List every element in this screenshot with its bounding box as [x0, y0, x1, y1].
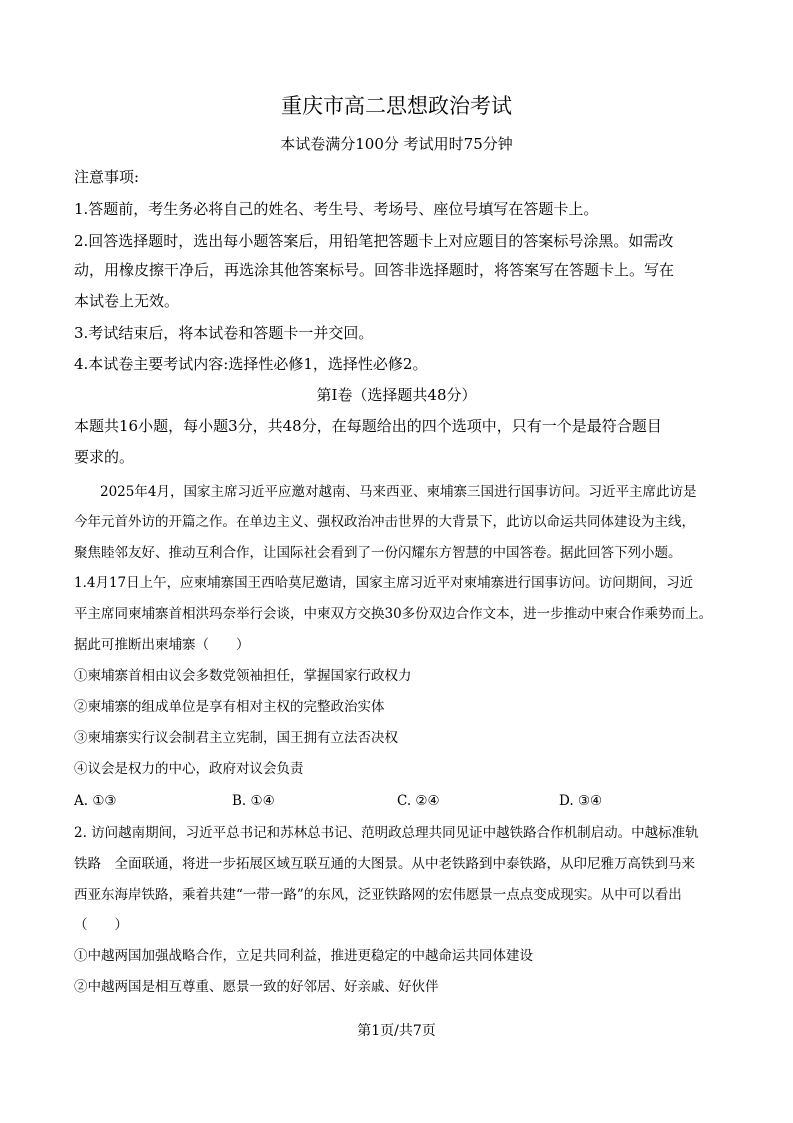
question2-stem: （ ）	[74, 917, 128, 933]
question1-stem: 据此可推断出柬埔寨（ ）	[74, 637, 250, 653]
material-line: 2025年4月，国家主席习近平应邀对越南、马来西亚、柬埔寨三国进行国事访问。习近平主席此访是	[100, 484, 697, 500]
material-line: 聚焦睦邻友好、推动互利合作，让国际社会看到了一份闪耀东方智慧的中国答卷。据此回答下列小题。	[74, 545, 682, 561]
question1-option-c: C. ②④	[397, 793, 440, 809]
question2-statement: ①中越两国加强战略合作，立足共同利益，推进更稳定的中越命运共同体建设	[74, 948, 533, 964]
exam-subtitle: 本试卷满分100分 考试用时75分钟	[280, 135, 513, 153]
question1-option-d: D. ③④	[559, 793, 603, 809]
question1-statement: ②柬埔寨的组成单位是享有相对主权的完整政治实体	[74, 699, 385, 715]
question2-stem: 西亚东海岸铁路，乘着共建“一带一路”的东风，泛亚铁路网的宏伟愿景一点点变成现实。从中可以看出	[74, 887, 682, 903]
notice-line: 2.回答选择题时，选出每小题答案后，用铅笔把答题卡上对应题目的答案标号涂黑。如需改	[74, 232, 674, 250]
section-instruction: 本题共16小题，每小题3分，共48分，在每题给出的四个选项中，只有一个是最符合题目	[74, 417, 662, 435]
question1-statement: ①柬埔寨首相由议会多数党领袖担任，掌握国家行政权力	[74, 668, 412, 684]
notice-line: 动，用橡皮擦干净后，再选涂其他答案标号。回答非选择题时，将答案写在答题卡上。写在	[74, 261, 675, 279]
question2-stem: 2. 访问越南期间，习近平总书记和苏林总书记、范明政总理共同见证中越铁路合作机制启动。中越标准轨	[74, 825, 699, 841]
question1-stem: 平主席同柬埔寨首相洪玛奈举行会谈，中柬双方交换30多份双边合作文本，进一步推动中柬合作乘势而上。	[74, 606, 713, 622]
notice-line: 3.考试结束后，将本试卷和答题卡一并交回。	[74, 324, 374, 342]
notice-line: 1.答题前，考生务必将自己的姓名、考生号、考场号、座位号填写在答题卡上。	[74, 200, 599, 218]
material-line: 今年元首外访的开篇之作。在单边主义、强权政治冲击世界的大背景下，此访以命运共同体建设为主线，	[74, 514, 695, 530]
notice-line: 本试卷上无效。	[74, 292, 180, 310]
section-title: 第Ⅰ卷（选择题共48分）	[316, 386, 477, 404]
section-instruction: 要求的。	[74, 448, 135, 466]
question1-option-b: B. ①④	[232, 793, 275, 809]
question1-statement: ④议会是权力的中心，政府对议会负责	[74, 761, 304, 777]
page-number: 第1页/共7页	[357, 1023, 436, 1039]
question2-statement: ②中越两国是相互尊重、愿景一致的好邻居、好亲戚、好伙伴	[74, 979, 439, 995]
notice-line: 4.本试卷主要考试内容:选择性必修1，选择性必修2。	[74, 355, 428, 373]
question2-stem: 铁路 全面联通，将进一步拓展区域互联互通的大图景。从中老铁路到中泰铁路，从印尼雅万高铁到马来	[74, 856, 695, 872]
question1-option-a: A. ①③	[74, 793, 117, 809]
question1-stem: 1.4月17日上午，应柬埔寨国王西哈莫尼邀请，国家主席习近平对柬埔寨进行国事访问。访问期间，习近	[74, 575, 694, 591]
question1-statement: ③柬埔寨实行议会制君主立宪制，国王拥有立法否决权	[74, 730, 398, 746]
notice-heading: 注意事项:	[74, 168, 140, 186]
exam-title: 重庆市高二思想政治考试	[281, 94, 512, 118]
